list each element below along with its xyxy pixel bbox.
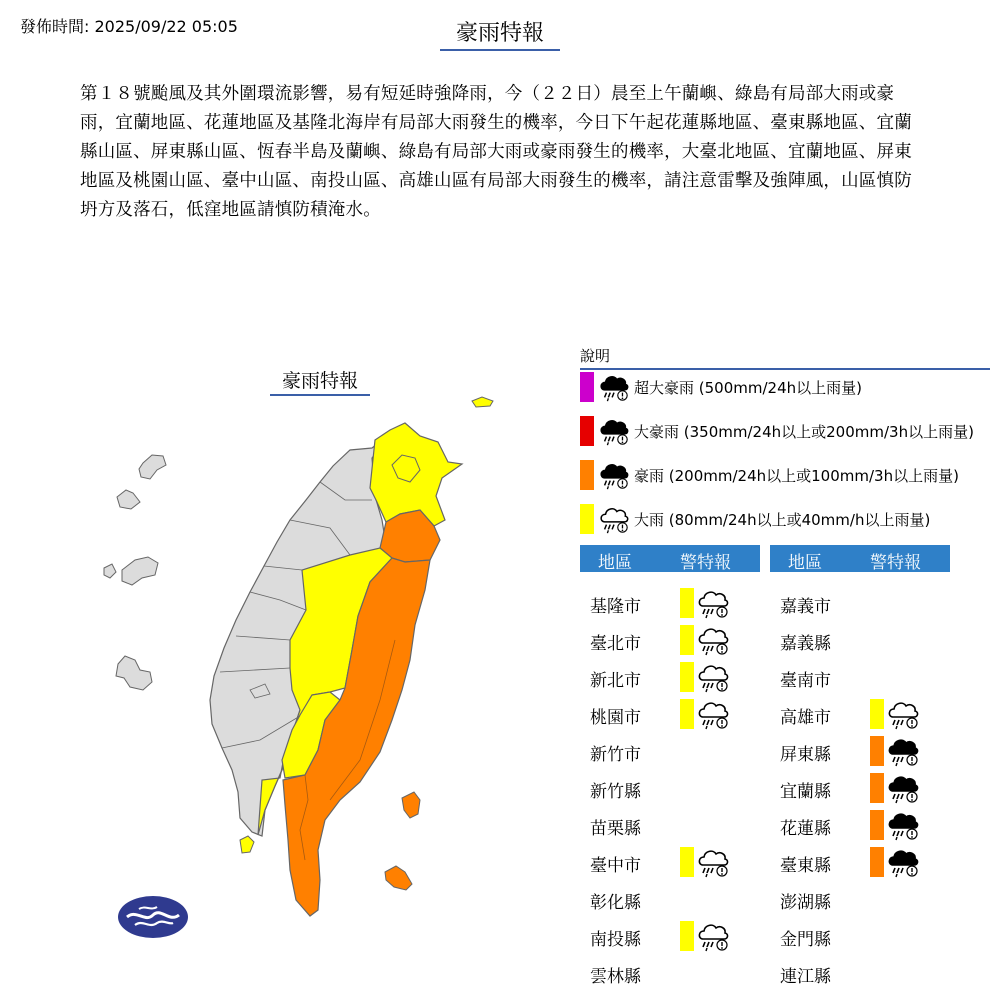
table-row <box>580 588 760 618</box>
region-name: 臺中市 <box>590 856 641 876</box>
region-name: 金門縣 <box>780 930 831 950</box>
region-name: 臺北市 <box>590 634 641 654</box>
island-kinmen-2 <box>104 564 116 578</box>
rain-cloud-icon <box>886 697 920 731</box>
alert-level-bar <box>680 588 694 618</box>
alert-level-bar <box>870 847 884 877</box>
table-row <box>580 847 760 877</box>
region-name: 臺南市 <box>780 671 831 691</box>
heavy-rain-cloud-icon <box>598 415 630 447</box>
legend-item <box>580 460 959 490</box>
rain-cloud-icon <box>696 697 730 731</box>
region-name: 連江縣 <box>780 967 831 987</box>
heavy-rain-cloud-icon <box>886 808 920 842</box>
header-region: 地區 <box>788 553 822 573</box>
table-row <box>770 773 950 803</box>
table-row <box>580 699 760 729</box>
legend-item <box>580 416 974 446</box>
table-row <box>770 884 950 914</box>
legend-swatch <box>580 460 594 490</box>
island-penghu <box>116 656 152 690</box>
rain-cloud-icon <box>696 845 730 879</box>
table-row <box>770 625 950 655</box>
region-name: 嘉義縣 <box>780 634 831 654</box>
table-row <box>770 736 950 766</box>
warning-description: 第１８號颱風及其外圍環流影響，易有短延時強降雨，今（２２日）晨至上午蘭嶼、綠島有局部大雨或豪雨，宜蘭地區、花蓮地區及基隆北海岸有局部大雨發生的機率，今日下午起花蓮縣地區、臺東縣地區、宜蘭縣山區、屏東縣山區、恆春半島及蘭嶼、綠島有局部大雨或豪雨發生的機率，大臺北地區、宜蘭地區、屏東地區及桃園山區、臺中山區、南投山區、高雄山區有局部大雨發生的機率，請注意雷擊及強陣風，山區慎防坍方及落石，低窪地區請慎防積淹水。 <box>80 84 912 220</box>
table-row <box>770 662 950 692</box>
heavy-rain-cloud-icon <box>886 734 920 768</box>
heavy-rain-cloud-icon <box>598 459 630 491</box>
legend-label: 大雨 (80mm/24h以上或40mm/h以上雨量) <box>634 510 931 529</box>
legend-label: 超大豪雨 (500mm/24h以上雨量) <box>634 378 862 397</box>
alert-level-bar <box>870 810 884 840</box>
table-row <box>580 921 760 951</box>
rain-cloud-icon <box>696 919 730 953</box>
region-name: 花蓮縣 <box>780 819 831 839</box>
table-row <box>770 847 950 877</box>
alert-level-bar <box>680 625 694 655</box>
alert-level-bar <box>870 773 884 803</box>
legend-swatch <box>580 372 594 402</box>
table-row <box>580 810 760 840</box>
rain-cloud-icon <box>696 586 730 620</box>
page-title: 豪雨特報 <box>440 16 560 51</box>
region-name: 基隆市 <box>590 597 641 617</box>
rain-cloud-icon <box>598 503 630 535</box>
region-name: 苗栗縣 <box>590 819 641 839</box>
island-green <box>402 792 420 818</box>
region-name: 南投縣 <box>590 930 641 950</box>
region-name: 新竹縣 <box>590 782 641 802</box>
region-name: 嘉義市 <box>780 597 831 617</box>
legend-swatch <box>580 416 594 446</box>
legend-item <box>580 504 930 534</box>
table-row <box>580 625 760 655</box>
table-header-right <box>770 545 950 572</box>
region-name: 彰化縣 <box>590 893 641 913</box>
legend-item <box>580 372 862 402</box>
region-name: 高雄市 <box>780 708 831 728</box>
legend-swatch <box>580 504 594 534</box>
table-row <box>580 958 760 988</box>
region-name: 桃園市 <box>590 708 641 728</box>
header-alert: 警特報 <box>870 553 921 573</box>
region-name: 宜蘭縣 <box>780 782 831 802</box>
region-name: 澎湖縣 <box>780 893 831 913</box>
region-name: 雲林縣 <box>590 967 641 987</box>
publish-time: 發佈時間: 2025/09/22 05:05 <box>20 17 238 36</box>
rain-cloud-icon <box>696 623 730 657</box>
alert-level-bar <box>680 662 694 692</box>
table-row <box>580 662 760 692</box>
region-name: 新竹市 <box>590 745 641 765</box>
alert-level-bar <box>870 736 884 766</box>
island-matsu-1 <box>139 455 166 479</box>
island-orchid <box>385 866 412 890</box>
table-row <box>770 699 950 729</box>
alert-level-bar <box>680 921 694 951</box>
island-liuqiu <box>240 836 254 853</box>
heavy-rain-cloud-icon <box>886 845 920 879</box>
region-name: 屏東縣 <box>780 745 831 765</box>
table-row <box>770 958 950 988</box>
alert-level-bar <box>680 699 694 729</box>
region-name: 新北市 <box>590 671 641 691</box>
alert-level-bar <box>680 847 694 877</box>
header-region: 地區 <box>598 553 632 573</box>
header-alert: 警特報 <box>680 553 731 573</box>
table-row <box>580 884 760 914</box>
table-row <box>770 588 950 618</box>
islet-northeast <box>472 397 493 407</box>
island-matsu-2 <box>117 490 140 509</box>
rain-cloud-icon <box>696 660 730 694</box>
island-kinmen-1 <box>122 557 158 585</box>
alert-level-bar <box>870 699 884 729</box>
table-row <box>580 736 760 766</box>
heavy-rain-cloud-icon <box>886 771 920 805</box>
cwa-logo <box>117 895 189 939</box>
heavy-rain-cloud-icon <box>598 371 630 403</box>
map-title: 豪雨特報 <box>270 366 370 396</box>
legend-label: 豪雨 (200mm/24h以上或100mm/3h以上雨量) <box>634 466 959 485</box>
legend-label: 大豪雨 (350mm/24h以上或200mm/3h以上雨量) <box>634 422 974 441</box>
table-row <box>770 810 950 840</box>
table-row <box>580 773 760 803</box>
table-row <box>770 921 950 951</box>
table-header-left <box>580 545 760 572</box>
legend-heading: 說明 <box>580 345 990 370</box>
region-name: 臺東縣 <box>780 856 831 876</box>
warning-map <box>100 390 510 930</box>
